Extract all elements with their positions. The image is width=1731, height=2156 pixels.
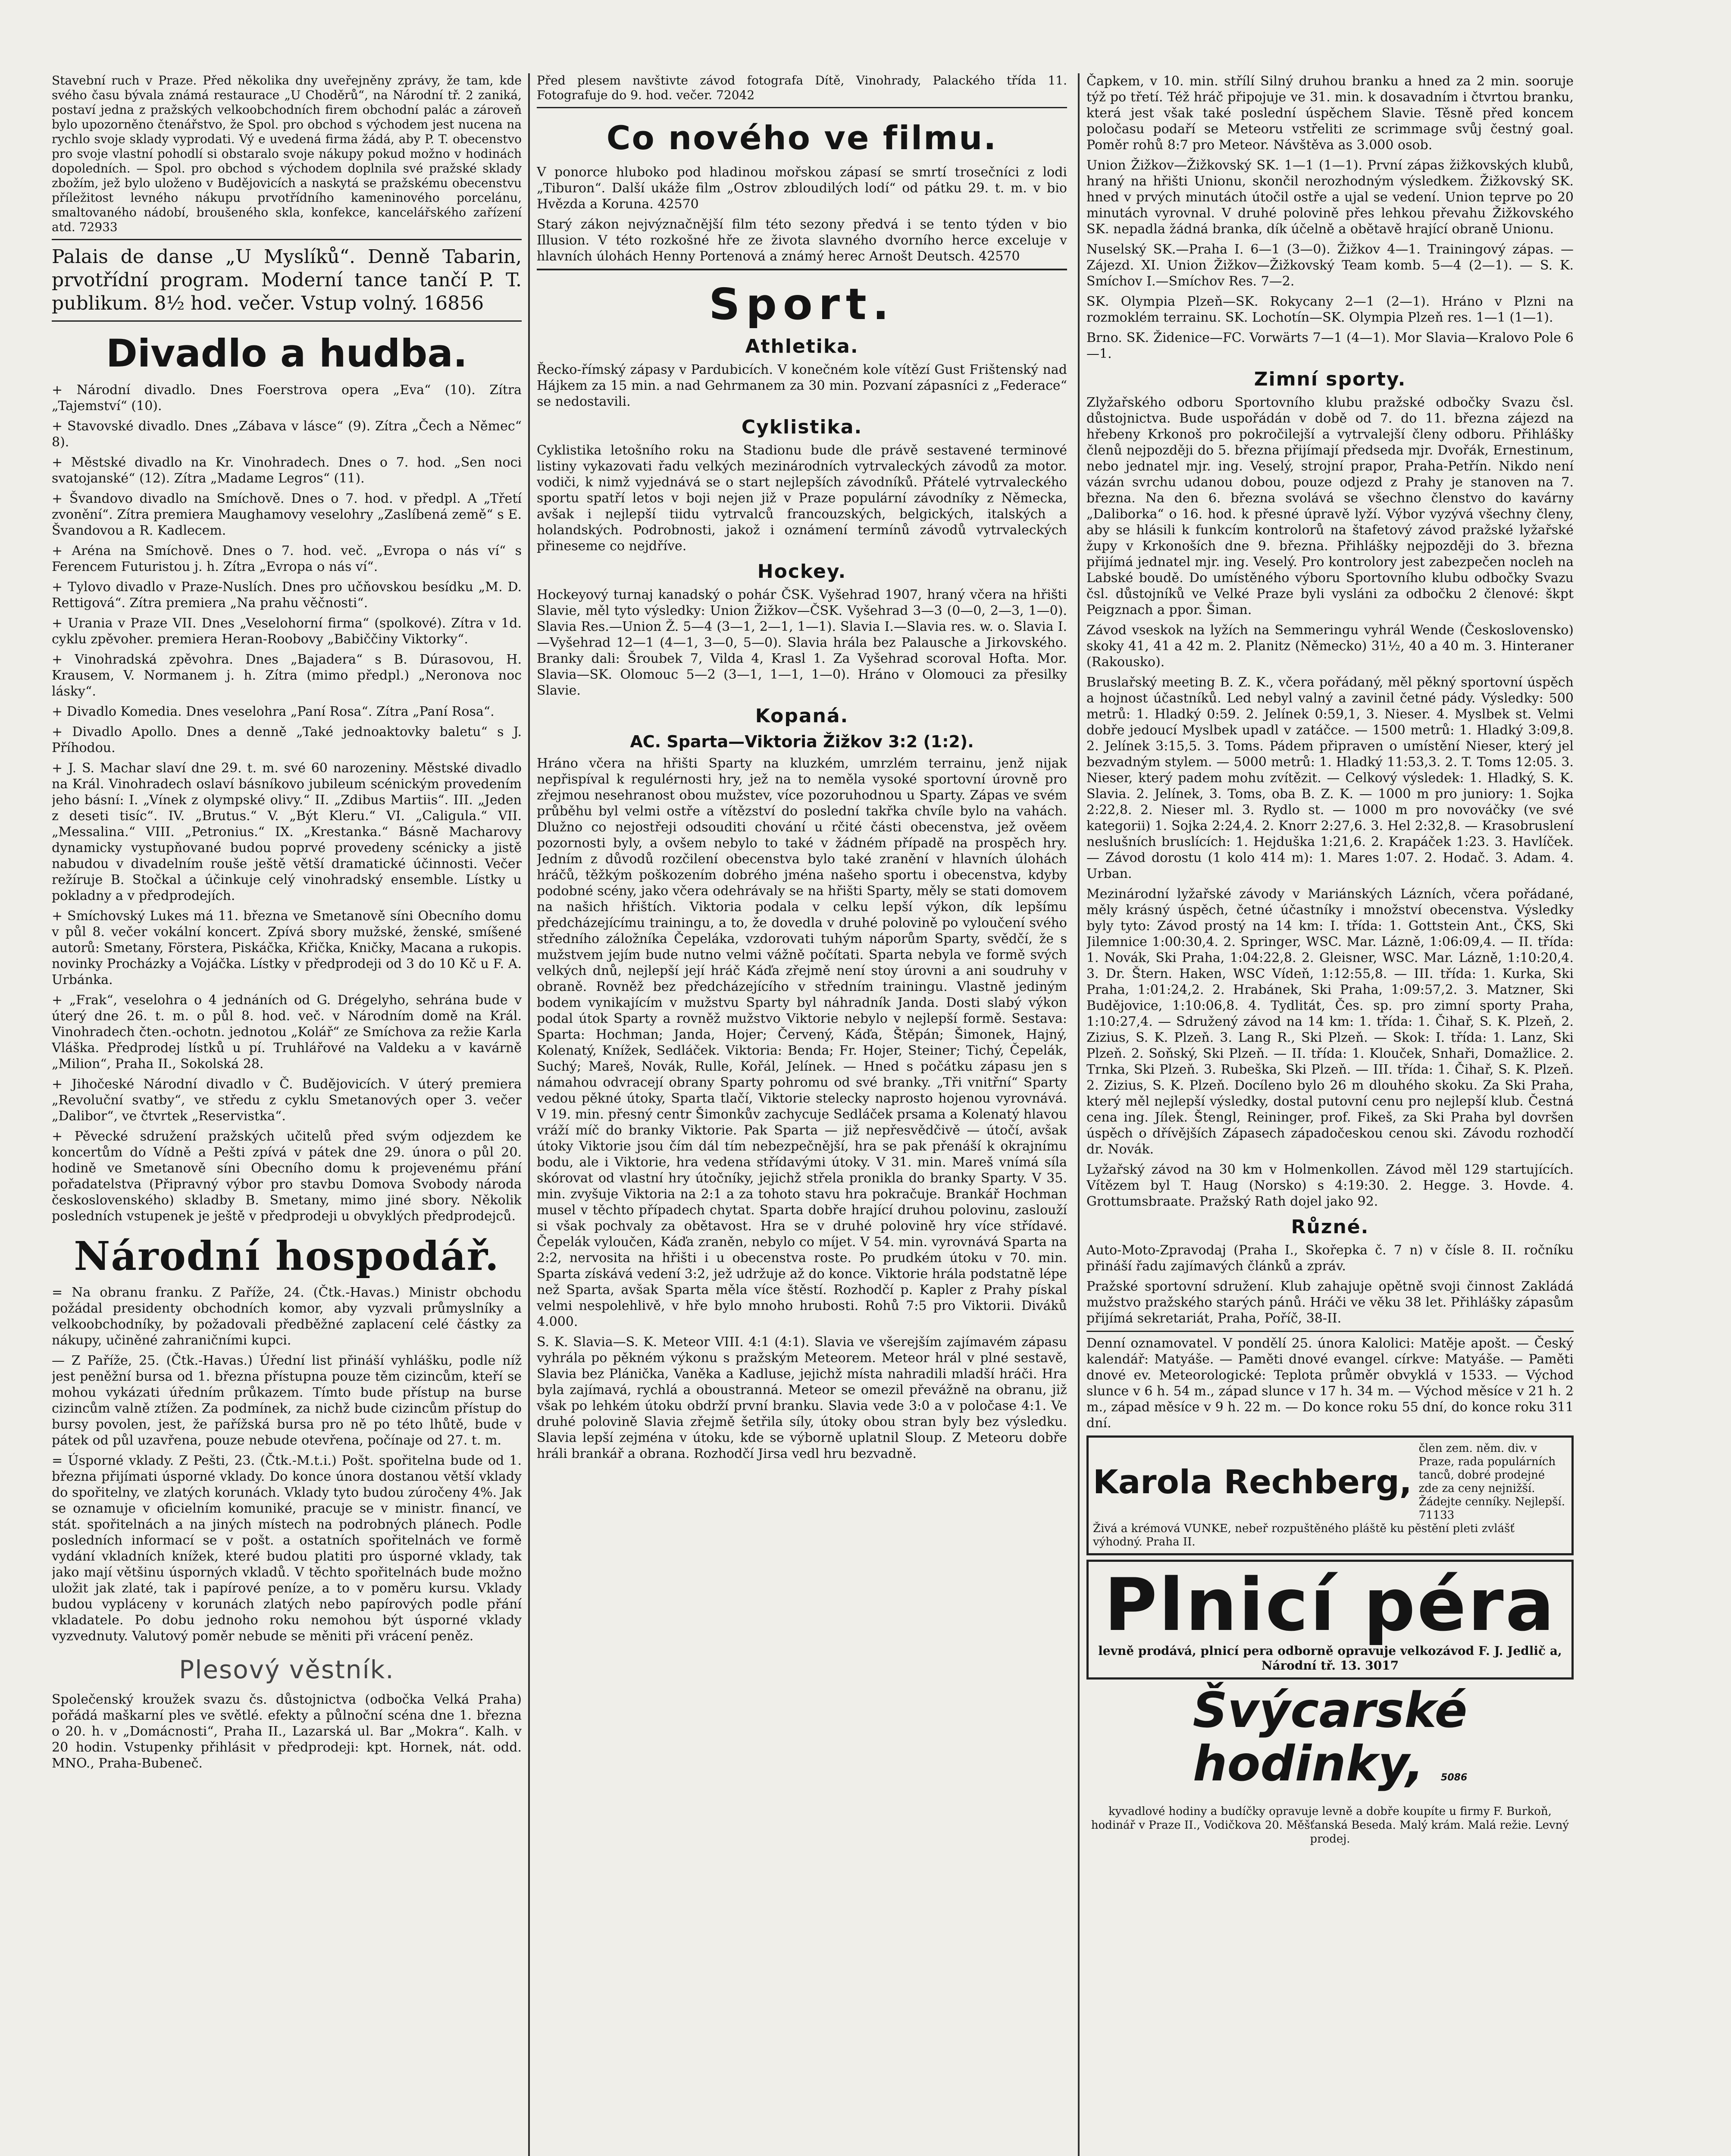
sport-item: Nuselský SK.—Praha I. 6—1 (3—0). Žižkov 4—1. Trainingový zápas. — Zájezd. XI. Union Žižkov—Žižkovský Team komb. 5—4 (2—1). — S. K. Smíchov I.—Smíchov Res. 7—2.	[1086, 242, 1574, 289]
sport-item: Brno. SK. Židenice—FC. Vorwärts 7—1 (4—1). Mor Slavia—Kralovo Pole 6—1.	[1086, 330, 1574, 361]
column-1	[52, 73, 522, 2156]
film-item: V ponorce hluboko pod hladinou mořskou zápasí se smrtí trosečníci z lodi „Tiburon“. Další ukáže film „Ostrov zbloudilých lodí“ od pátku 29. t. m. v bio Hvězda a Koruna. 42570	[537, 165, 1067, 212]
daily-calendar: Denní oznamovatel. V pondělí 25. února Kalolici: Matěje apošt. — Český kalendář: Matyáše. — Paměti dnové evangel. církve: Matyáše. — Paměti dnové ev. Meteorologické: Teplota průměr obvyklá v 1533. — Východ slunce v 6 h. 54 m., západ slunce v 17 h. 34 m. — Východ měsíce v 21 h. 2 m., západ měsíce v 9 h. 22 m. — Do konce roku 55 dní, do konce roku 311 dní.	[1086, 1331, 1574, 1431]
theatre-item: + Divadlo Komedia. Dnes veselohra „Paní Rosa“. Zítra „Paní Rosa“.	[52, 704, 495, 719]
subsection-title-hockey: Hockey.	[757, 561, 847, 583]
ad-headline: Plnicí péra	[1104, 1563, 1556, 1647]
theatre-item: + „Frak“, veselohra o 4 jednáních od G. Drégelyho, sehrána bude v úterý dne 26. t. m. o půl 8. hod. več. v Národním domě na Král. Vinohradech čten.-ochotn. jednotou „Kolář“ ze Smíchova za režie Karla Vláška. Předprodej lístků u pí. Truhlářové na Valdeku a v kavárně „Milion“, Praha II., Sokolská 28.	[52, 993, 522, 1072]
section-title-divadlo: Divadlo a hudba.	[106, 331, 468, 376]
ad-palais-de-danse: Palais de danse „U Myslíků“. Denně Tabarin, prvotřídní program. Moderní tance tančí P. T. publikum. 8½ hod. večer. Vstup volný. 16856	[52, 245, 522, 322]
column-rule-1	[528, 73, 530, 2156]
ad-stavebni-ruch: Stavební ruch v Praze. Před několika dny uveřejněny zprávy, že tam, kde svého času bývala známá restaurace „U Choděrů“, na Národní tř. 2 zaniká, postaví jedna z pražských velkoobchodních firem obchodní palác a zároveň bylo upozorněno čtenářstvo, že Spol. pro obchod s východem jest nucena na rychlo svoje sklady vyprodati. Vý e uvedená firma žádá, aby P. T. obecenstvo pro svoje vlastní pohodlí si obstaralo svoje nákupy pokud možno v hodinách dopoledních. — Spol. pro obchod s východem doplnila své pražské sklady zbožím, jež bylo uloženo v Budějovicích a naskytá se pražskému obecenstvu příležitost levného nákupu prvotřídního kameninového porcelánu, smaltovaného nádobí, broušeného skla, konfekce, kancelářského zařízení atd. 72933	[52, 73, 522, 240]
match-headline: AC. Sparta—Viktoria Žižkov 3:2 (1:2).	[630, 732, 974, 751]
sport-item: Řecko-římský zápasy v Pardubicích. V konečném kole vítězí Gust Frištenský nad Hájkem za 15 min. a nad Gehrmanem za 30 min. Pozvaní zápasníci z „Federace“ se nedostavili.	[537, 362, 1067, 409]
ad-plnici-pera	[1086, 1560, 1574, 1680]
sport-item: Pražské sportovní sdružení. Klub zahajuje opětně svoji činnost Zakládá mužstvo pražského starých pánů. Hráči ve věku 38 let. Přihlášky zápasům přijímá sekretariát, Praha, Poříč, 38-II.	[1086, 1279, 1574, 1326]
theatre-item: + Jihočeské Národní divadlo v Č. Budějovicích. V úterý premiera „Revoluční svatby“, ve středu z cyklu Smetanových oper 3. večer „Dalibor“, ve čtvrtek „Reservistka“.	[52, 1077, 522, 1124]
sport-item: Cyklistika letošního roku na Stadionu bude dle právě sestavené terminové listiny vykazovati řadu velkých mezinárodních vytrvaleckých závodů za motor. vodiči, k nimž vyjednává se o start nejlepších závodníků. Přátelé vytrvaleckého sportu spatří letos v boji nejen již v Praze populární závodníky z Německa, avšak i nejlepší tiidu vytrvalců francouzských, belgických, italských a holandských. Podrobnosti, jakož i oznámení termínů závodů vytrvaleckých přineseme co nejdříve.	[537, 443, 1067, 554]
column-3	[1086, 73, 1574, 2156]
ad-number: 5086	[1441, 1772, 1468, 1783]
sport-item: Zlyžařského odboru Sportovního klubu pražské odbočky Svazu čsl. důstojnictva. Bude uspořádán v době od 7. do 11. března zájezd na hřebeny Krkonoš pro pokročilejší a vytrvalejší členy odboru. Přihlášky členů nejpozději do 5. března přijímají předseda mjr. Dvořák, Ernestinum, nebo jednatel mjr. ing. Veselý, strojní prapor, Praha-Petřín. Nikdo není vázán svrchu udanou dobou, pouze odjezd z Prahy je stanoven na 7. března. Na den 6. března svolává se všechno členstvo do kavárny „Daliborka“ o 16. hod. k přesné úpravě lyží. Výbor vyzývá všechny členy, aby se hlásili k funkcím kontrolorů na štafetový závod pražské lyžařské župy v Krkonoších dne 9. března. Přihlášky nejpozději do 3. března přijímá jednatel mjr. ing. Veselý. Pro kontrolory jest zabezpečen nocleh na Labské boudě. Do umístěného výboru Sportovního klubu odbočky Svazu čsl. důstojníků ve Velké Praze byli vysláni za odbočku 2 členové: škpt Peigznach a ppor. Šiman.	[1086, 395, 1574, 617]
sport-item: Union Žižkov—Žižkovský SK. 1—1 (1—1). První zápas žižkovských klubů, hraný na hřišti Unionu, skončil nerozhodným výsledkem. Žižkovský SK. hned v prvých minutách útočil ostře a ujal se vedení. Union teprve po 20 minutách vyrovnal. V druhé polovině přes lehkou převahu Žižkovského SK. nepadla žádná branka, dík účelně a obětavě hrající obraně Unionu.	[1086, 158, 1574, 237]
section-title-sport: Sport.	[709, 279, 895, 329]
theatre-item: + Smíchovský Lukes má 11. března ve Smetanově síni Obecního domu v půl 8. večer vokální koncert. Zpívá sbory mužské, ženské, smíšené autorů: Smetany, Förstera, Piskáčka, Křička, Kničky, Macana a rukopis. novinky Procházky a Vojáčka. Lístky v předprodeji od 3 do 10 Kč u F. A. Urbánka.	[52, 909, 522, 987]
theatre-item: + Urania v Praze VII. Dnes „Veselohorní firma“ (spolkové). Zítra v 1d. cyklu zpěvoher. premiera Heran-Roobovy „Babiččiny Viktorky“.	[52, 616, 522, 647]
subsection-title-cyklistika: Cyklistika.	[741, 416, 863, 438]
sport-item: Auto-Moto-Zpravodaj (Praha I., Skořepka č. 7 n) v čísle 8. II. ročníku přináší řadu zajímavých článků a zpráv.	[1086, 1243, 1574, 1274]
sport-item: Mezinárodní lyžařské závody v Mariánských Lázních, včera pořádané, měly krásný úspěch, četné účastníky i množství obecenstva. Výsledky byly tyto: Závod prostý na 14 km: I. třída: 1. Gottstein Ant., ČKS, Ski Jilemnice 1:00:30,4. 2. Springer, WSC. Mar. Lázně, 1:06:09,4. — II. třída: 1. Novák, Ski Praha, 1:04:22,8. 2. Gleisner, WSC. Mar. Lázně, 1:10:20,4. 3. Dr. Štern. Haken, WSC Vídeň, 1:12:55,8. — III. třída: 1. Kurka, Ski Praha, 1:01:24,2. 2. Hrabánek, Ski Praha, 1:09:57,2. 3. Matzner, Ski Budějovice, 1:10:06,8. 4. Tydlitát, Čes. sp. pro zimní sporty Praha, 1:10:27,4. — Sdružený závod na 14 km: 1. třída: 1. Čihař, S. K. Plzeň, 2. Zizius, S. K. Plzeň. 3. Lang R., Ski Plzeň. — Skok: I. třída: 1. Lanz, Ski Plzeň. 2. Soňský, Ski Plzeň. — II. třída: 1. Klouček, Snhaři, Domažlice. 2. Trnka, Ski Plzeň. 3. Rubeška, Ski Plzeň. — III. třída: 1. Čihař, S. K. Plzeň. 2. Zizius, S. K. Plzeň. Docíleno bylo 26 m dlouhého skoku. Za Ski Praha, který měl nejlepší výsledky, dostal putovní cenu pro nejlepší klub. Čestná cena ing. Jílek. Štengl, Reininger, prof. Fikeš, za Ski Praha byl dovršen úspěch o dřívějších Zápasech západočeskou cenou ski. Závodu rozhodčí dr. Novák.	[1086, 887, 1574, 1157]
advertisement-text: člen zem. něm. div. v Praze, rada populárních tanců, dobré prodejné zde za ceny nejnižší. Žádejte cenníky. Nejlepší. 71133	[1418, 1442, 1565, 1522]
economy-item: — Z Paříže, 25. (Čtk.-Havas.) Úřední list přináší vyhlášku, podle níž jest peněžní bursa od 1. března přístupna pouze těm cizincům, kteří se mohou vykázati úředním průkazem. Tímto bude přístup na burse cizincům valně ztížen. Za podmínek, za nichž bude cizincům přístup do bursy povolen, jest, že pařížská bursa pro ně po této lhůtě, bude v pátek od půl uzavřena, pouze nebude otevřena, počínaje od 27. t. m.	[52, 1353, 522, 1448]
sport-item: Čapkem, v 10. min. střílí Silný druhou branku a hned za 2 min. sooruje týž po třetí. Též hráč připojuje ve 31. min. k dosavadním i čtvrtou branku, která jest však také poslední úspěchem Slavie. Těsně před koncem poločasu podaří se Meteoru vstřeliti ze scrimmage svůj čestný goal. Poměr rohů 8:7 pro Meteor. Návštěva as 3.000 osob.	[1086, 74, 1574, 153]
theatre-item: + Vinohradská zpěvohra. Dnes „Bajadera“ s B. Dúrasovou, H. Krausem, V. Normanem j. h. Zítra (mimo předpl.) „Neronova noc lásky“.	[52, 652, 522, 699]
theatre-item: + Tylovo divadlo v Praze-Nuslích. Dnes pro učňovskou besídku „M. D. Rettigová“. Zítra premiera „Na prahu věčnosti“.	[52, 580, 522, 611]
theatre-item: + Městské divadlo na Kr. Vinohradech. Dnes o 7. hod. „Sen noci svatojanské“ (12). Zítra „Madame Legros“ (11).	[52, 455, 522, 486]
ad-karola-rechberg	[1086, 1435, 1574, 1555]
film-item: Starý zákon nejvýznačnější film této sezony předvá i se tento týden v bio Illusion. V této rozkošné hře ze života slavného dvorního herce exceluje v hlavních úlohách Henny Portenová a známý herec Arnošt Deutsch. 42570	[537, 217, 1067, 264]
theatre-item: + J. S. Machar slaví dne 29. t. m. své 60 narozeniny. Městské divadlo na Král. Vinohradech oslaví básníkovo jubileum scénickým provedením jeho básní: I. „Vínek z olympské olivy.“ II. „Zdibus Martiis“. III. „Jeden z deseti tisíc“. IV. „Brutus.“ V. „Být Kleru.“ VI. „Caligula.“ VII. „Messalina.“ VIII. „Petronius.“ IX. „Krestanka.“ Básně Macharovy dynamicky vystupňované budou poprvé provedeny scénicky a jistě nabudou v divadelním rouše ještě větší dramatické účinnosti. Večer režíruje B. Stočkal a účinkuje celý vinohradský ensemble. Lístky u pokladny a v předprodejích.	[52, 761, 522, 903]
advertisement-text: kyvadlové hodiny a budíčky opravuje levně a dobře koupíte u firmy F. Burkoň, hodinář v Praze II., Vodičkova 20. Měšťanská Beseda. Malý krám. Malá režie. Levný prodej.	[1091, 1805, 1569, 1846]
sport-item: Bruslařský meeting B. Z. K., včera pořádaný, měl pěkný sportovní úspěch a hojnost účastníků. Led nebyl valný a zavinil četné pády. Výsledky: 500 metrů: 1. Hladký 0:59. 2. Jelínek 0:59,1, 3. Nieser. 4. Myslbek st. Velmi dobře jedoucí Myslbek upadl v zatáčce. — 1500 metrů: 1. Hladký 3:09,8. 2. Jelínek 3:15,5. 3. Toms. Pádem připraven o umístění Nieser, který jel bezvadným stylem. — 5000 metrů: 1. Hladký 11:53,3. 2. T. Toms 12:05. 3. Nieser, který padem mohu zvítězit. — Celkový výsledek: 1. Hladký, S. K. Slavia. 2. Jelínek, 3. Toms, oba B. Z. K. — 1000 m pro juniory: 1. Sojka 2:22,8. 2. Nieser ml. 3. Rydlo st. — 1000 m pro novováčky (ve své kategorii) 1. Sojka 2:24,4. 2. Knorr 2:27,6. 3. Hel 2:32,8. — Krasobruslení neslušních bruslících: 1. Hejduška 1:21,6. 2. Krapáček 1:23. 3. Havlíček. — Závod dorostu (1 kolo 414 m): 1. Mares 1:07. 2. Hodač. 3. Adam. 4. Urban.	[1086, 675, 1574, 881]
subsection-title-athletika: Athletika.	[745, 335, 859, 357]
advertisement-text: levně prodává, plnicí pera odborně opravuje velkozávod F. J. Jedlič a, Národní tř. 13. 3017	[1098, 1644, 1562, 1673]
ad-svycarske-hodinky	[1086, 1684, 1574, 1846]
theatre-item: + Pěvecké sdružení pražských učitelů před svým odjezdem ke koncertům do Vídně a Pešti zpívá v pátek dne 29. února o půl 20. hodině ve Smetanově síni Obecního domu k projevenému přání pořadatelstva (Připravný výbor pro stavbu Domova Svobody národa československého) skladby B. Smetany, mimo jiné sbory. Několik posledních vstupenek je ještě v předprodeji u obvyklých předprodejců.	[52, 1129, 522, 1224]
sport-item: Hráno včera na hřišti Sparty na kluzkém, umrzlém terrainu, jenž nijak nepřispíval k regulérnosti hry, jež na to neměla vysoké sportovní úrovně pro zřejmou nesehranost obou mužstev, více pozoruhodnou u Sparty. Zápas ve svém průběhu byl velmi ostře a vítězství do poslední takřka chvíle bylo na vahách. Dlužno co nejostřeji odsouditi chování u rčité části obecenstva, jež ověem pozornosti byly, a ovšem nebylo to také v žádném případě na prospěch hry. Jedním z důvodů rozčilení obecenstva bylo také zranění v hlavních úlohách hráčů, těžkým poškozením dobrého jména našeho sportu i obecenstva, kdyby podobné scény, jako včera odehrávaly se na hřišti Sparty, měly se stati domovem na našich hřištích. Viktoria podala v celku lepší výkon, dík lepšímu předcházejícímu trainingu, a to, že dovedla v druhé polovině po vyloučení svého středního záložníka Čepeláka, vzdorovati tuhým náporům Sparty, svědčí, že s mužstvem jejím bude nutno velmi vážně počítati. Sparta nebyla ve formě svých velkých dnů, nejlepší její hráč Káďa zřejmě není stoy úrovni a ani soudruhy v obraně. Rovněž bez předcházejícího v středním trainingu. Vlastně jediným bodem vynikajícím v mužstvu Sparty byl náhradník Janda. Dosti slabý výkon podal útok Sparty a rovněž mužstvo Viktorie nebylo v nejlepší formě. Sestava: Sparta: Hochman; Janda, Hojer; Červený, Káďa, Štěpán; Šimonek, Hajný, Kolenatý, Knížek, Sedláček. Viktoria: Benda; Fr. Hojer, Steiner; Tichý, Čepelák, Suchý; Mareš, Novák, Rulle, Kořál, Jelínek. — Hned s počátku zápasu jen s námahou odvracejí obrany Sparty pohromu od své branky. „Tři vnitřní“ Sparty vedou pěkné útoky, Sparta tlačí, Viktorie stelecky naprosto hojenou vyrovnává. V 19. min. přesný centr Šimonkův zachycuje Sedláček prsama a Kolenatý hlavou vráží míč do branky Viktorie. Pak Sparta — již nepřesvědčivě — útočí, avšak útoky Viktorie jsou čím dál tím nebezpečnější, hra se pak přenáší k okrajnímu bodu, ale i Viktorie, hra vedena střídavými útoky. V 31. min. Mareš vnímá síla skórovat od vlastní hry útočníky, jejichž střela pronikla do branky Sparty. V 35. min. zvyšuje Viktoria na 2:1 a za tohoto stavu hra pokračuje. Brankář Hochman musel v těchto případech chytat. Sparta dobře hrající druhou polovinu, zaslouží si však pochvaly za obětavost. Hra se v druhé polovině hry více střídavé. Čepelák vyloučen, Káďa zraněn, nebylo co míjet. V 54. min. vyrovnává Sparta na 2:2, nervosita na hřišti i u obecenstva roste. Po prudkém útoku v 70. min. Sparta získává vedení 3:2, jež udržuje až do konce. Viktorie hrála podstatně lépe než Sparta, avšak Sparta měla více štěstí. Rozhodčí p. Kapler z Prahy pískal velmi nespolehlivě, v hře bylo mnoho hrubosti. Rohů 7:5 pro Viktorii. Diváků 4.000.	[537, 756, 1067, 1329]
theatre-item: + Divadlo Apollo. Dnes a denně „Také jednoaktovky baletu“ s J. Příhodou.	[52, 724, 522, 755]
theatre-item: + Stavovské divadlo. Dnes „Zábava v lásce“ (9). Zítra „Čech a Němec“ 8).	[52, 419, 522, 450]
column-2	[537, 73, 1067, 2156]
theatre-item: + Aréna na Smíchově. Dnes o 7. hod. več. „Evropa o nás ví“ s Ferencem Futuristou j. h. Zítra „Evropa o nás ví“.	[52, 543, 522, 574]
sport-item: Lyžařský závod na 30 km v Holmenkollen. Závod měl 129 startujících. Vítězem byl T. Haug (Norsko) s 4:19:30. 2. Hegge. 3. Hovde. 4. Grottumsbraate. Pražský Rath dojel jako 92.	[1086, 1162, 1574, 1209]
sport-item: SK. Olympia Plzeň—SK. Rokycany 2—1 (2—1). Hráno v Plzni na rozmoklém terrainu. SK. Lochotín—SK. Olympia Plzeň res. 1—1 (1—1).	[1086, 294, 1574, 325]
ad-headline	[1086, 1684, 1574, 1805]
section-title-film: Co nového ve filmu.	[606, 119, 998, 157]
column-rule-2	[1078, 73, 1080, 2156]
ad-headline-text: Švýcarské hodinky,	[1193, 1683, 1468, 1792]
economy-item: = Úsporné vklady. Z Pešti, 23. (Čtk.-M.t.i.) Pošt. spořitelna bude od 1. března přijímati úsporné vklady. Do konce února dostanou větší vklady do spořitelny, ve zlatých korunách. Vklady tyto budou zúročeny 4%. Jak se oznamuje v oficielním komuniké, pracuje se v ministr. financí, ve stát. spořitelnách a na jiných místech na podrobných plánech. Podle posledních informací se v pošt. a ostatních spořitelnách ve formě vydání vkladních knížek, které budou platiti pro úsporné vklady, tak jako mají většinu úsporných vkladů. V těchto spořitelnách bude možno uložit jak zlaté, tak i papírové peníze, a to v poměru kursu. Vklady budou vypláceny v korunách zlatých nebo papírových podle přání vkladatele. Po dobu jednoho roku nemohou být úsporné vklady vyzvednuty. Valutový poměr nebude se měniti při vrácení peněz.	[52, 1453, 522, 1644]
section-title-plesovy-vestnik: Plesový věstník.	[179, 1655, 394, 1684]
subsection-title-zimni-sporty: Zimní sporty.	[1254, 368, 1406, 390]
sport-item: S. K. Slavia—S. K. Meteor VIII. 4:1 (4:1). Slavia ve všerejším zajímavém zápasu vyhrála po pěkném výkonu s pražským Meteorem. Meteor hrál v plné sestavě, Slavia bez Plánička, Vaněka a Kadluse, jejichž místa nahradili mladší hráči. Hra byla zajímavá, rychlá a oboustranná. Meteor se omezil převážně na obranu, již však po lehkém útoku obdrží první branku. Slavia vede 3:0 a v poločase 4:1. Ve druhé polovině Slavia zřejmě šetřila síly, útoky obou stran byly bez výsledku. Slavia lepší zejména v útoku, kde se výborně uplatnil Sloup. Z Meteoru dobře hráli brankář a obrana. Rozhodčí Jirsa vedl hru bezvadně.	[537, 1335, 1067, 1461]
theatre-item: + Švandovo divadlo na Smíchově. Dnes o 7. hod. v předpl. A „Třetí zvonění“. Zítra premiera Maughamovy veselohry „Zaslíbená země“ s E. Švandovou a R. Kadlecem.	[52, 491, 522, 538]
section-title-narodni-hospodar: Národní hospodář.	[74, 1233, 500, 1279]
subsection-title-kopana: Kopaná.	[755, 705, 849, 727]
subsection-title-ruzne: Různé.	[1291, 1216, 1369, 1238]
divider	[537, 269, 1067, 270]
ball-item: Společenský kroužek svazu čs. důstojnictva (odbočka Velká Praha) pořádá maškarní ples ve světlé. efekty a půlnoční scéna dne 1. března o 20. h. v „Domácnosti“, Praha II., Lazarská ul. Bar „Mokra“. Kalh. v 20 hodin. Vstupenky přihlásit v předprodeji: kpt. Hornek, nát. odd. MNO., Praha-Bubeneč.	[52, 1692, 522, 1771]
ad-fotograf: Před plesem navštivte závod fotografa Dítě, Vinohrady, Palackého třída 11. Fotografuje do 9. hod. večer. 72042	[537, 73, 1067, 108]
sport-item: Závod vseskok na lyžích na Semmeringu vyhrál Wende (Československo) skoky 41, 41 a 42 m. 2. Planitz (Německo) 31½, 40 a 40 m. 3. Hinteraner (Rakousko).	[1086, 623, 1574, 670]
sport-item: Hockeyový turnaj kanadský o pohár ČSK. Vyšehrad 1907, hraný včera na hřišti Slavie, měl tyto výsledky: Union Žižkov—ČSK. Vyšehrad 3—3 (0—0, 2—3, 1—0). Slavia Res.—Union Ž. 5—4 (3—1, 2—1, 1—1). Slavia I.—Slavia res. w. o. Slavia I.—Vyšehrad 12—1 (4—1, 3—0, 5—0). Slavia hrála bez Palausche a Jirkovského. Branky dali: Šroubek 7, Vilda 4, Krasl 1. Za Vyšehrad scoroval Hofta. Mor. Slavia—SK. Olomouc 5—2 (3—1, 1—1, 1—0). Hráno v Olomouci za přesilky Slavie.	[537, 587, 1067, 698]
theatre-item: + Národní divadlo. Dnes Foerstrova opera „Eva“ (10). Zítra „Tajemství“ (10).	[52, 382, 522, 414]
advertisement-subtext: Živá a krémová VUNKE, nebeř rozpuštěného pláště ku pěstění pleti zvlášť výhodný. Praha II.	[1093, 1522, 1515, 1548]
advertiser-name: Karola Rechberg,	[1093, 1463, 1412, 1501]
economy-item: = Na obranu franku. Z Paříže, 24. (Čtk.-Havas.) Ministr obchodu požádal presidenty obchodních komor, aby vyzvali průmyslníky a velkoobchodníky, by požadovali předběžné zaplacení celé částky za nákupy, učiněné zahraničními kupci.	[52, 1285, 522, 1348]
